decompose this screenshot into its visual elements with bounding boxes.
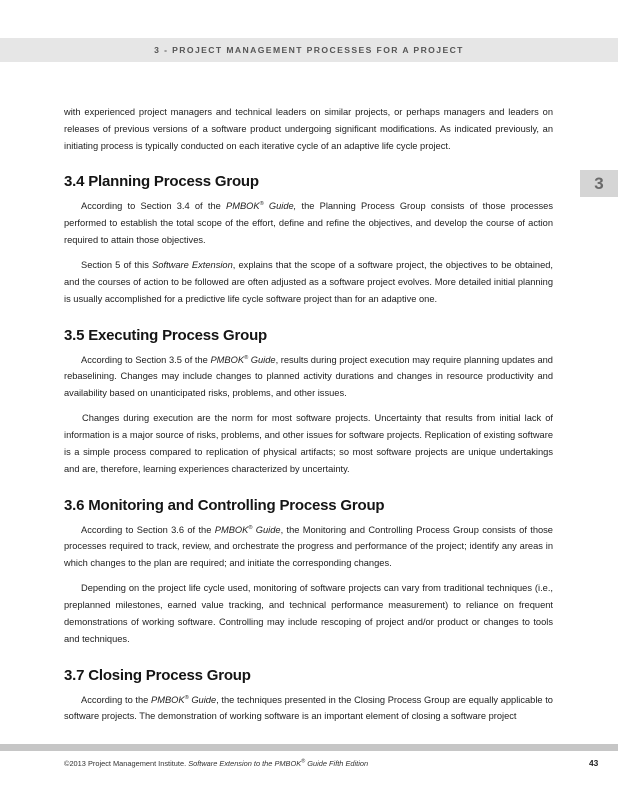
footer-rule [0, 744, 618, 751]
page-body [64, 104, 553, 733]
section-3-6-heading: 3.6 Monitoring and Controlling Process Group [64, 496, 385, 514]
section-3-4-heading: 3.4 Planning Process Group [64, 173, 259, 191]
footer-copyright: ©2013 Project Management Institute. Software Extension to the PMBOK® Guide Fifth Edition [64, 758, 369, 768]
chapter-tab: 3 [580, 170, 618, 197]
section-3-7-paragraph-1: According to the PMBOK® Guide, the techniques presented in the Closing Process Group are equally applicable to software projects. The demonstration of working software is an important element of closing a software project [64, 694, 553, 722]
section-3-5-heading: 3.5 Executing Process Group [64, 326, 268, 344]
section-3-5-paragraph-1: According to Section 3.5 of the PMBOK® Guide, results during project execution may require planning updates and rebaselining. Changes may include changes to planned activity durations and changes in resource productivity and availability based on unanticipated risks, problems, and other issues. [64, 354, 553, 399]
section-3-6-paragraph-2: Depending on the project life cycle used, monitoring of software projects can vary from traditional techniques (i.e., preplanned milestones, earned value tracking, and technical performance measurement) to reliance on frequent demonstrations of working software. Controlling may include rescoping of project and/or product or changes to tools and techniques. [64, 583, 553, 644]
running-header [0, 38, 618, 62]
page-number: 43 [589, 758, 599, 768]
running-header-title: 3 - PROJECT MANAGEMENT PROCESSES FOR A PROJECT [154, 45, 464, 55]
section-3-7-heading: 3.7 Closing Process Group [64, 666, 251, 684]
section-3-6-paragraph-1: According to Section 3.6 of the PMBOK® Guide, the Monitoring and Controlling Process Group consists of those processes required to track, review, and orchestrate the progress and performance of the project; identify any areas in which changes to the plan are required; and initiate the corresponding changes. [64, 524, 553, 569]
section-3-4-paragraph-2: Section 5 of this Software Extension, explains that the scope of a software project, the objectives to be obtained, and the courses of action to be followed are often adjusted as a software project evolves. More detailed initial planning is usually accomplished for a predictive life cycle software project than for an adaptive one. [64, 260, 553, 304]
intro-paragraph: with experienced project managers and technical leaders on similar projects, or perhaps managers and leaders on releases of previous versions of a software product undergoing significant modifications. As indicated previously, an initiating process is typically conducted on each iterative cycle of an adaptive life cycle project. [64, 107, 553, 151]
section-3-5-paragraph-2: Changes during execution are the norm for most software projects. Uncertainty that results from initial lack of information is a major source of risks, problems, and other issues for software projects. Replication of existing software is a simple process compared to replication of physical artifacts; so most software projects are unique undertakings and are, therefore, learning experiences characterized by uncertainty. [64, 413, 553, 474]
section-3-4-paragraph-1: According to Section 3.4 of the PMBOK® Guide, the Planning Process Group consists of those processes performed to establish the total scope of the effort, define and refine the objectives, and develop the course of action required to attain those objectives. [64, 201, 553, 245]
